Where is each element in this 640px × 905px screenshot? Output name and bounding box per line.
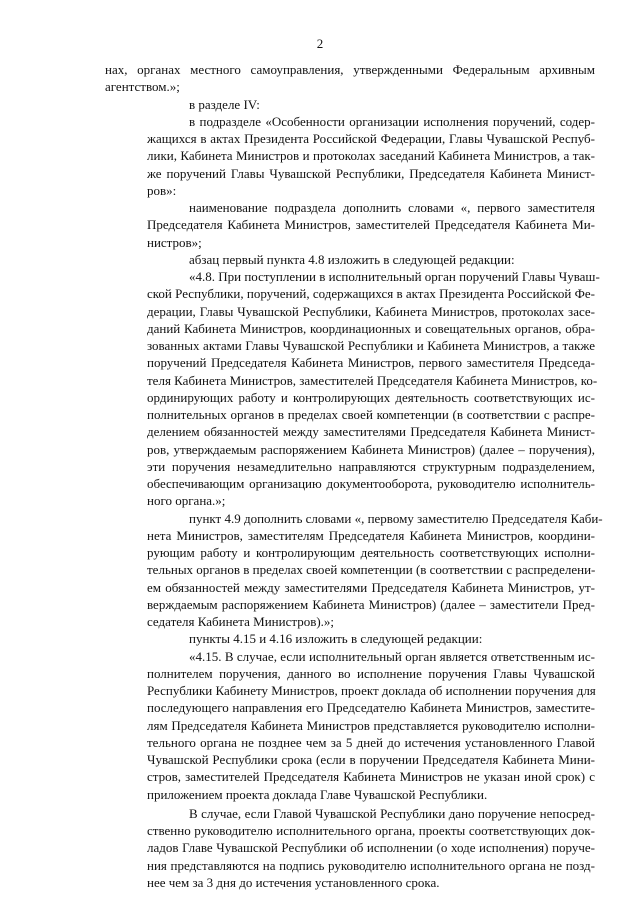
text-line: Республики Кабинету Министров, проект доклада об исполнении поручения для: [147, 683, 596, 698]
text-line: ской Республики, поручений, содержащихся в актах Президента Российской Фе-: [147, 286, 595, 302]
text-line: ем обязанностей между заместителями Председателя Кабинета Министров, ут-: [147, 579, 595, 595]
text-line: даний Кабинета Министров, координационных и совещательных органов, обра-: [147, 320, 595, 336]
text-line: рующим работу и контролирующим деятельность соответствующих исполни-: [147, 545, 595, 560]
text-line: «4.8. При поступлении в исполнительный орган поручений Главы Чуваш-: [189, 269, 600, 284]
text-line: полнительных органов в пределах своей компетенции (в соответствии с распре-: [147, 407, 595, 422]
text-line: агентством.»;: [105, 79, 180, 95]
text-line: седателя Кабинета Министров).»;: [147, 614, 335, 629]
text-line: эти поручения незамедлительно направляются структурным подразделением,: [147, 458, 595, 474]
page-number: 2: [316, 36, 324, 51]
text-line: обеспечивающим организацию документооборота, руководителю исполнитель-: [147, 476, 595, 491]
paragraph: [105, 648, 595, 803]
text-line: Чувашской Республики срока (если в поручении Председателя Кабинета Мини-: [147, 752, 595, 767]
text-line: пункты 4.15 и 4.16 изложить в следующей редакции:: [189, 631, 483, 647]
paragraph: [105, 199, 595, 251]
paragraph: [105, 630, 595, 647]
paragraph: [105, 96, 595, 113]
text-line: ного органа.»;: [147, 493, 226, 509]
paragraph: [105, 805, 595, 891]
text-line: жащихся в актах Президента Российской Федерации, Главы Чувашской Респуб-: [147, 131, 595, 146]
text-line: же поручений Главы Чувашской Республики, Председателя Кабинета Минист-: [147, 165, 595, 181]
text-line: зованных актами Главы Чувашской Республики и Кабинета Министров, а также: [147, 338, 595, 353]
text-line: лям Председателя Кабинета Министров представляется руководителю исполни-: [147, 717, 595, 733]
text-line: лики, Кабинета Министров и протоколах заседаний Кабинета Министров, а так-: [147, 148, 595, 164]
text-line: в подразделе «Особенности организации исполнения поручений, содер-: [189, 113, 595, 129]
text-line: ственно руководителю исполнительного органа, проекты соответствующих док-: [147, 823, 595, 838]
paragraph: [105, 251, 595, 268]
paragraph: [105, 61, 595, 96]
text-line: теля Кабинета Министров, заместителей Председателя Кабинета Министров, ко-: [147, 372, 598, 388]
paragraph: [105, 268, 600, 510]
text-line: Председателя Кабинета Министров, заместителей Председателя Кабинета Ми-: [147, 217, 595, 233]
text-line: наименование подраздела дополнить словами «, первого заместителя: [189, 200, 595, 215]
text-line: делением обязанностей между заместителями Председателя Кабинета Минист-: [147, 424, 595, 440]
text-line: поручений Председателя Кабинета Министров, первого заместителя Председа-: [147, 355, 595, 371]
document-body: [105, 61, 603, 891]
text-line: нее чем за 3 дня до истечения установленного срока.: [147, 874, 440, 890]
text-line: нах, органах местного самоуправления, утвержденными Федеральным архивным: [105, 62, 595, 77]
paragraph: [105, 510, 603, 631]
text-line: ров, утверждаемым распоряжением Кабинета Министров) (далее – поручения),: [147, 441, 595, 457]
text-line: В случае, если Главой Чувашской Республики дано поручение непосред-: [189, 805, 595, 821]
text-line: тельного органа не позднее чем за 5 дней до истечения установленного Главой: [147, 734, 595, 750]
text-line: абзац первый пункта 4.8 изложить в следующей редакции:: [189, 251, 515, 267]
text-line: «4.15. В случае, если исполнительный орган является ответственным ис-: [189, 648, 595, 664]
text-line: ординирующих работу и контролирующих деятельность соответствующих ис-: [147, 389, 595, 405]
text-line: нистров»;: [147, 234, 202, 250]
text-line: ров»:: [147, 182, 177, 198]
text-line: ния представляются на подпись руководителю исполнительного органа не позд-: [147, 857, 595, 873]
text-line: ладов Главе Чувашской Республики об исполнении (о ходе исполнения) поруче-: [147, 840, 595, 856]
text-line: полнителем поручения, данного во исполнение поручения Главы Чувашской: [147, 665, 595, 681]
text-line: нета Министров, заместителям Председателя Кабинета Министров, координи-: [147, 527, 595, 543]
text-line: в разделе IV:: [189, 96, 260, 112]
text-line: стров, заместителей Председателя Кабинета Министров не указан иной срок) с: [147, 769, 595, 785]
text-line: последующего направления его Председателю Кабинета Министров, заместите-: [147, 700, 595, 716]
text-line: приложением проекта доклада Главе Чувашской Республики.: [147, 786, 488, 802]
text-line: тельных органов в пределах своей компетенции (в соответствии с распределени-: [147, 562, 596, 578]
text-line: верждаемым распоряжением Кабинета Министров) (далее – заместители Пред-: [147, 596, 595, 612]
text-line: дерации, Главы Чувашской Республики, Кабинета Министров, протоколах засе-: [147, 303, 595, 319]
text-line: пункт 4.9 дополнить словами «, первому заместителю Председателя Каби-: [189, 510, 603, 526]
paragraph: [105, 113, 595, 199]
